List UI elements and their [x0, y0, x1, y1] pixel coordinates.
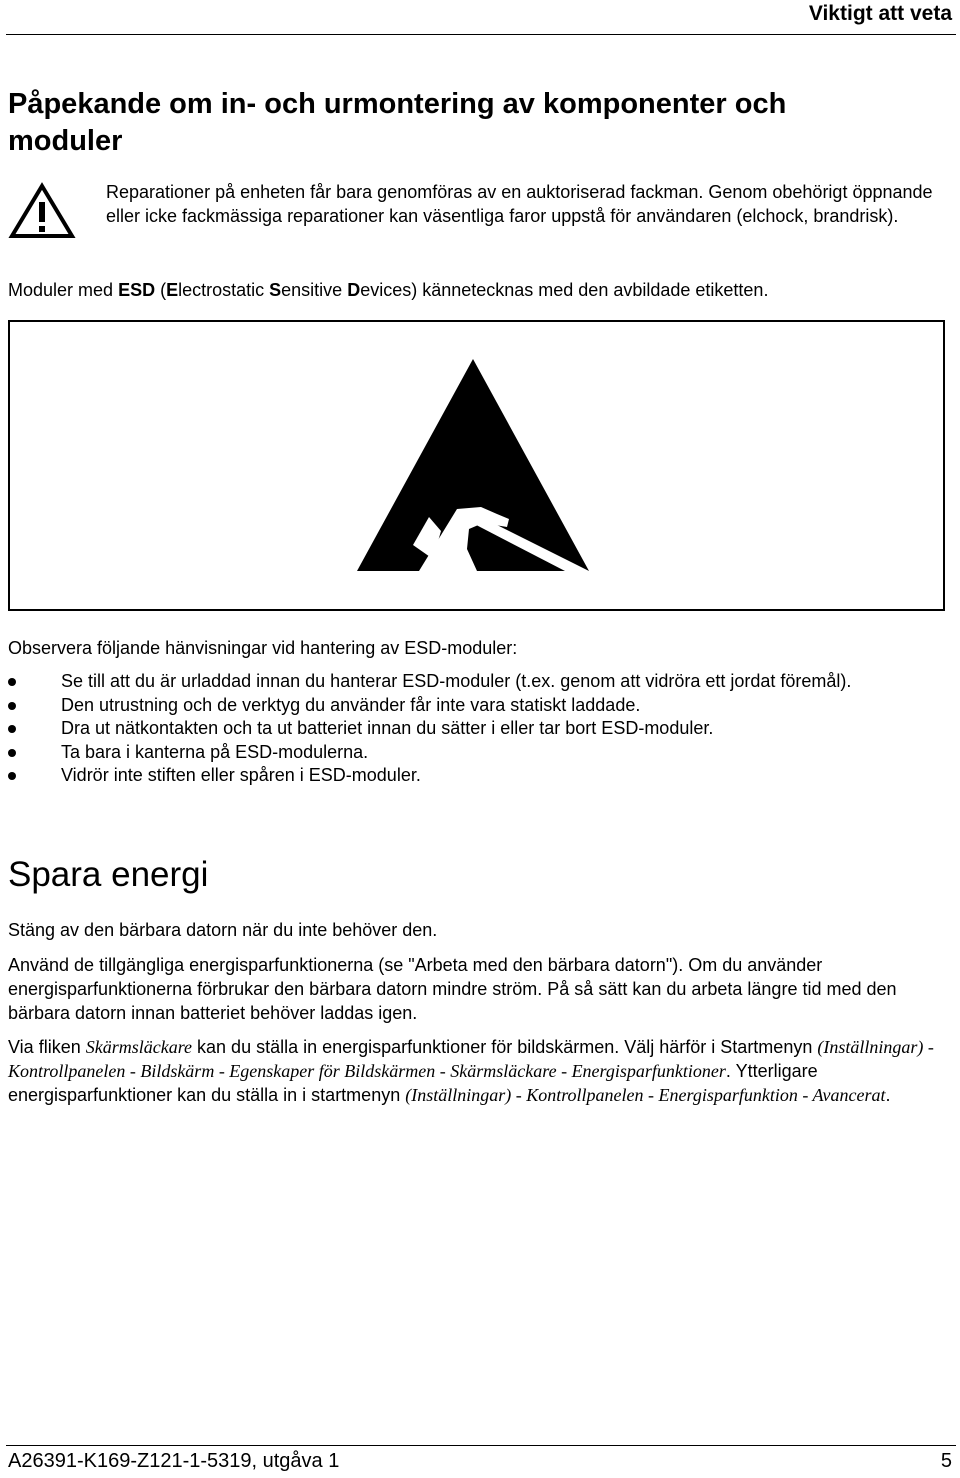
energy-paragraph-3: Via fliken Skärmsläckare kan du ställa in energisparfunktioner för bildskärmen. Välj härför i Startmenyn (Inställningar) - Kontrollpanelen - Bildskärm - Egenskaper för Bildskärmen - Skärmsläckare - Energisparfunktioner. Ytterligare energisparfunktioner kan du ställa in i startmenyn (Inställningar) - Kontrollpanelen - Energisparfunktion - Avancerat.	[8, 1037, 934, 1105]
bullet-icon	[8, 725, 16, 733]
section-heading-components: Påpekande om in- och urmontering av komponenter och moduler	[8, 88, 787, 157]
footer-page-number: 5	[940, 1450, 952, 1472]
bullet-icon	[8, 772, 16, 780]
warning-text: Reparationer på enheten får bara genomföras av en auktoriserad fackman. Genom obehörigt öppnande eller icke fackmässiga reparationer kan väsentliga faror uppstå för användaren (elchock, brandrisk).	[106, 182, 933, 226]
esd-warning-symbol-icon	[357, 359, 589, 571]
bullet-icon	[8, 702, 16, 710]
bullet-icon	[8, 678, 16, 686]
header-rule	[6, 34, 956, 35]
energy-paragraph-2: Använd de tillgängliga energisparfunktionerna (se "Arbeta med den bärbara datorn"). Om du använder energisparfunktionerna förbrukar den bärbara datorn mindre ström. På så sätt kan du arbeta längre tid med den bärbara datorn innan batteriet behöver laddas igen.	[8, 955, 897, 1023]
esd-intro-text: Moduler med ESD (Electrostatic Sensitive Devices) kännetecknas med den avbildade etiketten.	[8, 280, 769, 300]
list-item: Ta bara i kanterna på ESD-modulerna.	[8, 741, 908, 765]
list-item: Vidrör inte stiften eller spåren i ESD-moduler.	[8, 764, 908, 788]
page-header-title: Viktigt att veta	[808, 2, 952, 25]
esd-rules-list	[8, 670, 908, 788]
energy-paragraph-1: Stäng av den bärbara datorn när du inte behöver den.	[8, 920, 438, 940]
esd-observe-text: Observera följande hänvisningar vid hantering av ESD-moduler:	[8, 638, 518, 658]
section-heading-energy: Spara energi	[8, 855, 209, 894]
exclamation-warning-triangle-icon	[8, 182, 76, 240]
list-item: Dra ut nätkontakten och ta ut batteriet innan du sätter i eller tar bort ESD-moduler.	[8, 717, 908, 741]
list-item: Se till att du är urladdad innan du hanterar ESD-moduler (t.ex. genom att vidröra ett jordat föremål).	[8, 670, 908, 694]
footer-doc-id: A26391-K169-Z121-1-5319, utgåva 1	[8, 1450, 340, 1472]
esd-label-box	[8, 320, 945, 611]
list-item: Den utrustning och de verktyg du använder får inte vara statiskt laddade.	[8, 694, 908, 718]
bullet-icon	[8, 749, 16, 757]
footer-rule	[6, 1445, 956, 1446]
